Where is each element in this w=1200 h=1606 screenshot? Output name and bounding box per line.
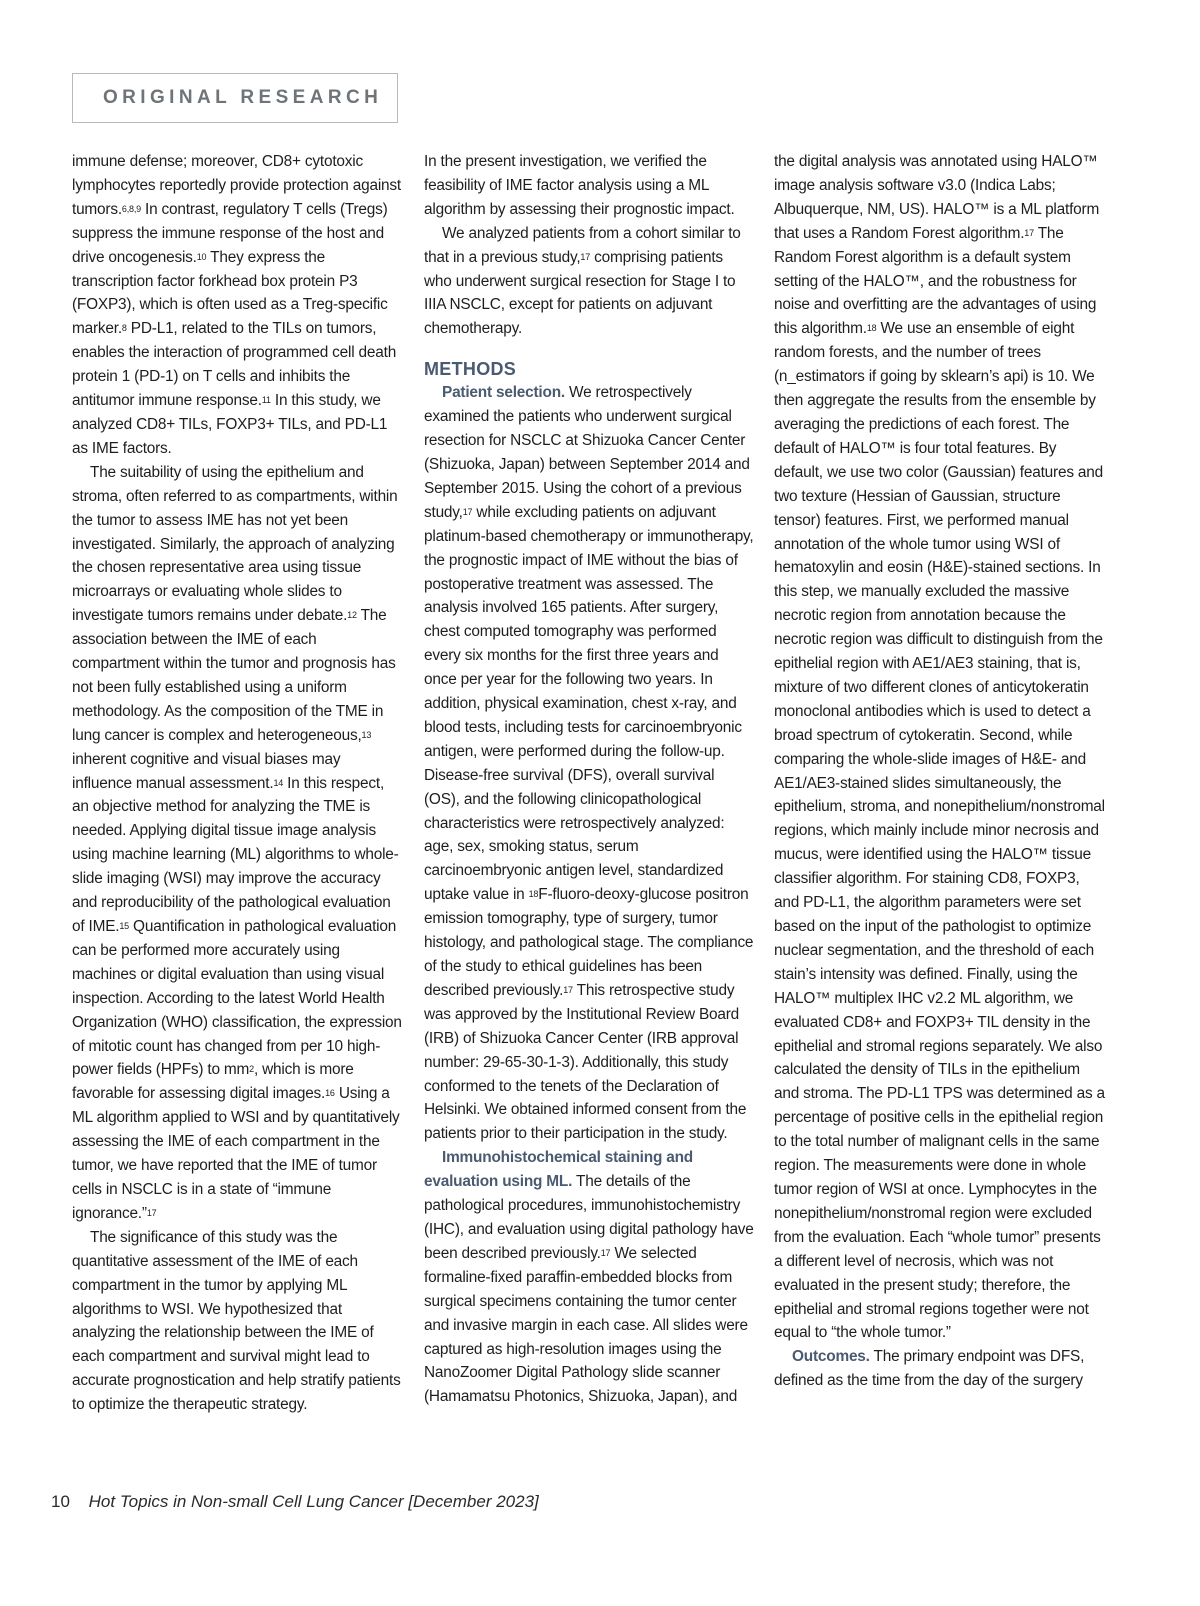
paragraph: the digital analysis was annotated using HALO™ image analysis software v3.0 (Indica Labs; Albuquerque, NM, US). HALO™ is a ML platform that uses a Random Forest algorithm.$^{17}$ The Random Forest algorithm is a default system setting of the HALO™, and the robustness for noise and overfitting are the advantages of using this algorithm.$^{18}$ We use an ensemble of eight random forests, and the number of trees (n_estimators if going by sklearn’s api) is 10. We then aggregate the results from the ensemble by averaging the predictions of each forest. The default of HALO™ is four total features. By default, we use two color (Gaussian) features and two texture (Hessian of Gaussian, structure tensor) features. First, we performed manual annotation of the whole tumor using WSI of hematoxylin and eosin (H&E)-stained sections. In this step, we manually excluded the massive necrotic region from annotation because the necrotic region was difficult to distinguish from the epithelial region with AE1/AE3 staining, that is, mixture of two different clones of anticytokeratin monoclonal antibodies which is used to detect a broad spectrum of cytokeratin. Second, while comparing the whole-slide images of H&E- and AE1/AE3-stained slides simultaneously, the epithelium, stroma, and nonepithelium/nonstromal regions, which mainly include minor necrosis and mucus, were identified using the HALO™ tissue classifier algorithm. For staining CD8, FOXP3, and PD-L1, the algorithm parameters were set based on the input of the pathologist to optimize nuclear segmentation, and the threshold of each stain’s intensity was defined. Finally, using the HALO™ multiplex IHC v2.2 ML algorithm, we evaluated CD8+ and FOXP3+ TIL density in the epithelial and stromal regions separately. We also calculated the density of TILs in the epithelium and stroma. The PD-L1 TPS was determined as a percentage of positive cells in the epithelial region to the total number of malignant cells in the same region. The measurements were done in whole tumor region of WSI at once. Lymphocytes in the nonepithelium/nonstromal region were excluded from the evaluation. Each “whole tumor” presents a different level of necrosis, which was not evaluated in the present study; therefore, the epithelial and stromal regions together were not equal to “the whole tumor.” <box>774 153 1105 1342</box>
page-footer <box>51 1492 539 1512</box>
citation: 17 <box>1024 227 1034 238</box>
paragraph: Patient selection. We retrospectively examined the patients who underwent surgical resection for NSCLC at Shizuoka Cancer Center (Shizuoka, Japan) between September 2014 and September 2015. Using the cohort of a previous study,$^{17}$ while excluding patients on adjuvant platinum-based chemotherapy or immunotherapy, the prognostic impact of IME without the bias of postoperative treatment was assessed. The analysis involved 165 patients. After surgery, chest computed tomography was performed every six months for the first three years and once per year for the following two years. In addition, physical examination, chest x-ray, and blood tests, including tests for carcinoembryonic antigen, were performed during the follow-up. Disease-free survival (DFS), overall survival (OS), and the following clinicopathological characteristics were retrospectively analyzed: age, sex, smoking status, serum carcinoembryonic antigen level, standardized uptake value in $^{18}$F-fluoro-deoxy-glucose positron emission tomography, type of surgery, tumor histology, and pathological stage. The compliance of the study to ethical guidelines has been described previously.$^{17}$ This retrospective study was approved by the Institutional Review Board (IRB) of Shizuoka Cancer Center (IRB approval number: 29-65-30-1-3). Additionally, this study conformed to the tenets of the Declaration of Helsinki. We obtained informed consent from the patients prior to their participation in the study. <box>424 384 754 1143</box>
paragraph: Outcomes. The primary endpoint was DFS, defined as the time from the day of the surgery <box>774 1348 1085 1390</box>
citation: 12 <box>347 610 357 621</box>
paragraph: The suitability of using the epithelium and stroma, often referred to as compartments, within the tumor to assess IME has not yet been investigated. Similarly, the approach of analyzing the chosen representative area using tissue microarrays or evaluating whole slides to investigate tumors remains under debate.$^{12}$ The association between the IME of each compartment within the tumor and prognosis has not been fully established using a uniform methodology. As the composition of the TME in lung cancer is complex and heterogeneous,$^{13}$ inherent cognitive and visual biases may influence manual assessment.$^{14}$ In this respect, an objective method for analyzing the TME is needed. Applying digital tissue image analysis using machine learning (ML) algorithms to whole-slide imaging (WSI) may improve the accuracy and reproducibility of the pathological evaluation of IME.$^{15}$ Quantification in pathological evaluation can be performed more accurately using machines or digital evaluation than using visual inspection. According to the latest World Health Organization (WHO) classification, the expression of mitotic count has changed from per 10 high-power fields (HPFs) to $mm^2$, which is more favorable for assessing digital images.$^{16}$ Using a ML algorithm applied to WSI and by quantitatively assessing the IME of each compartment in the tumor, we have reported that the IME of tumor cells in NSCLC is in a state of “immune ignorance.”$^{17}$ <box>72 463 402 1222</box>
citation: 10 <box>196 251 207 262</box>
paragraph: immune defense; moreover, CD8+ cytotoxic lymphocytes reportedly provide protection against tumors.$^{6,8,9}$ In contrast, regulatory T cells (Tregs) suppress the immune response of the host and drive oncogenesis.$^{10}$ They express the transcription factor forkhead box protein P3 (FOXP3), which is often used as a Treg-specific marker.$^8$ PD-L1, related to the TILs on tumors, enables the interaction of programmed cell death protein 1 (PD-1) on T cells and inhibits the antitumor immune response.$^{11}$ In this study, we analyzed CD8+ TILs, FOXP3+ TILs, and PD-L1 as IME factors. <box>72 153 401 457</box>
subheading-outcomes: Outcomes. <box>792 1348 870 1366</box>
paragraph: Immunohistochemical staining and evaluation using ML. The details of the pathological procedures, immunohistochemistry (IHC), and evaluation using digital pathology have been described previously.$^{17}$ We selected formaline-fixed paraffin-embedded blocks from surgical specimens containing the tumor center and invasive margin in each case. All slides were captured as high-resolution images using the NanoZoomer Digital Pathology slide scanner (Hamamatsu Photonics, Shizuoka, Japan), and <box>424 1149 754 1406</box>
citation: 17 <box>462 506 473 517</box>
superscript: 18 <box>528 889 539 900</box>
paragraph: In the present investigation, we verified the feasibility of IME factor analysis using a ML algorithm by assessing their prognostic impact. <box>424 153 735 218</box>
subheading-patient-selection: Patient selection. <box>442 384 565 402</box>
section-label <box>72 73 398 123</box>
section-label-text: ORIGINAL RESEARCH <box>103 87 383 108</box>
citation: 6,8,9 <box>121 203 141 214</box>
text-column-1 <box>72 150 402 1417</box>
page-number: 10 <box>51 1492 70 1511</box>
citation: 15 <box>119 921 129 931</box>
citation: 17 <box>146 1207 157 1218</box>
superscript: 2 <box>249 1064 254 1075</box>
paragraph: We analyzed patients from a cohort similar to that in a previous study,$^{17}$ comprising patients who underwent surgical resection for Stage I to IIIA NSCLC, except for patients on adjuvant chemotherapy. <box>424 224 741 338</box>
publication-title: Hot Topics in Non-small Cell Lung Cancer [December 2023] <box>88 1492 539 1511</box>
citation: 13 <box>361 729 372 740</box>
citation: 17 <box>600 1247 611 1258</box>
citation: 18 <box>866 323 877 334</box>
text-column-2 <box>424 150 754 1409</box>
subheading-ihc: Immunohistochemical staining and evaluation using ML. <box>424 1149 694 1191</box>
citation: 11 <box>261 395 271 406</box>
section-heading-methods: METHODS <box>424 359 517 380</box>
citation: 16 <box>325 1088 335 1099</box>
citation: 17 <box>580 251 591 262</box>
citation: 14 <box>273 777 284 788</box>
citation: 17 <box>563 984 573 995</box>
text-column-3 <box>774 150 1106 1393</box>
paragraph: The significance of this study was the quantitative assessment of the IME of each compartment in the tumor by applying ML algorithms to WSI. We hypothesized that analyzing the relationship between the IME of each compartment and survival might lead to accurate prognostication and help stratify patients to optimize the therapeutic strategy. <box>72 1228 401 1414</box>
citation: 8 <box>121 323 127 334</box>
